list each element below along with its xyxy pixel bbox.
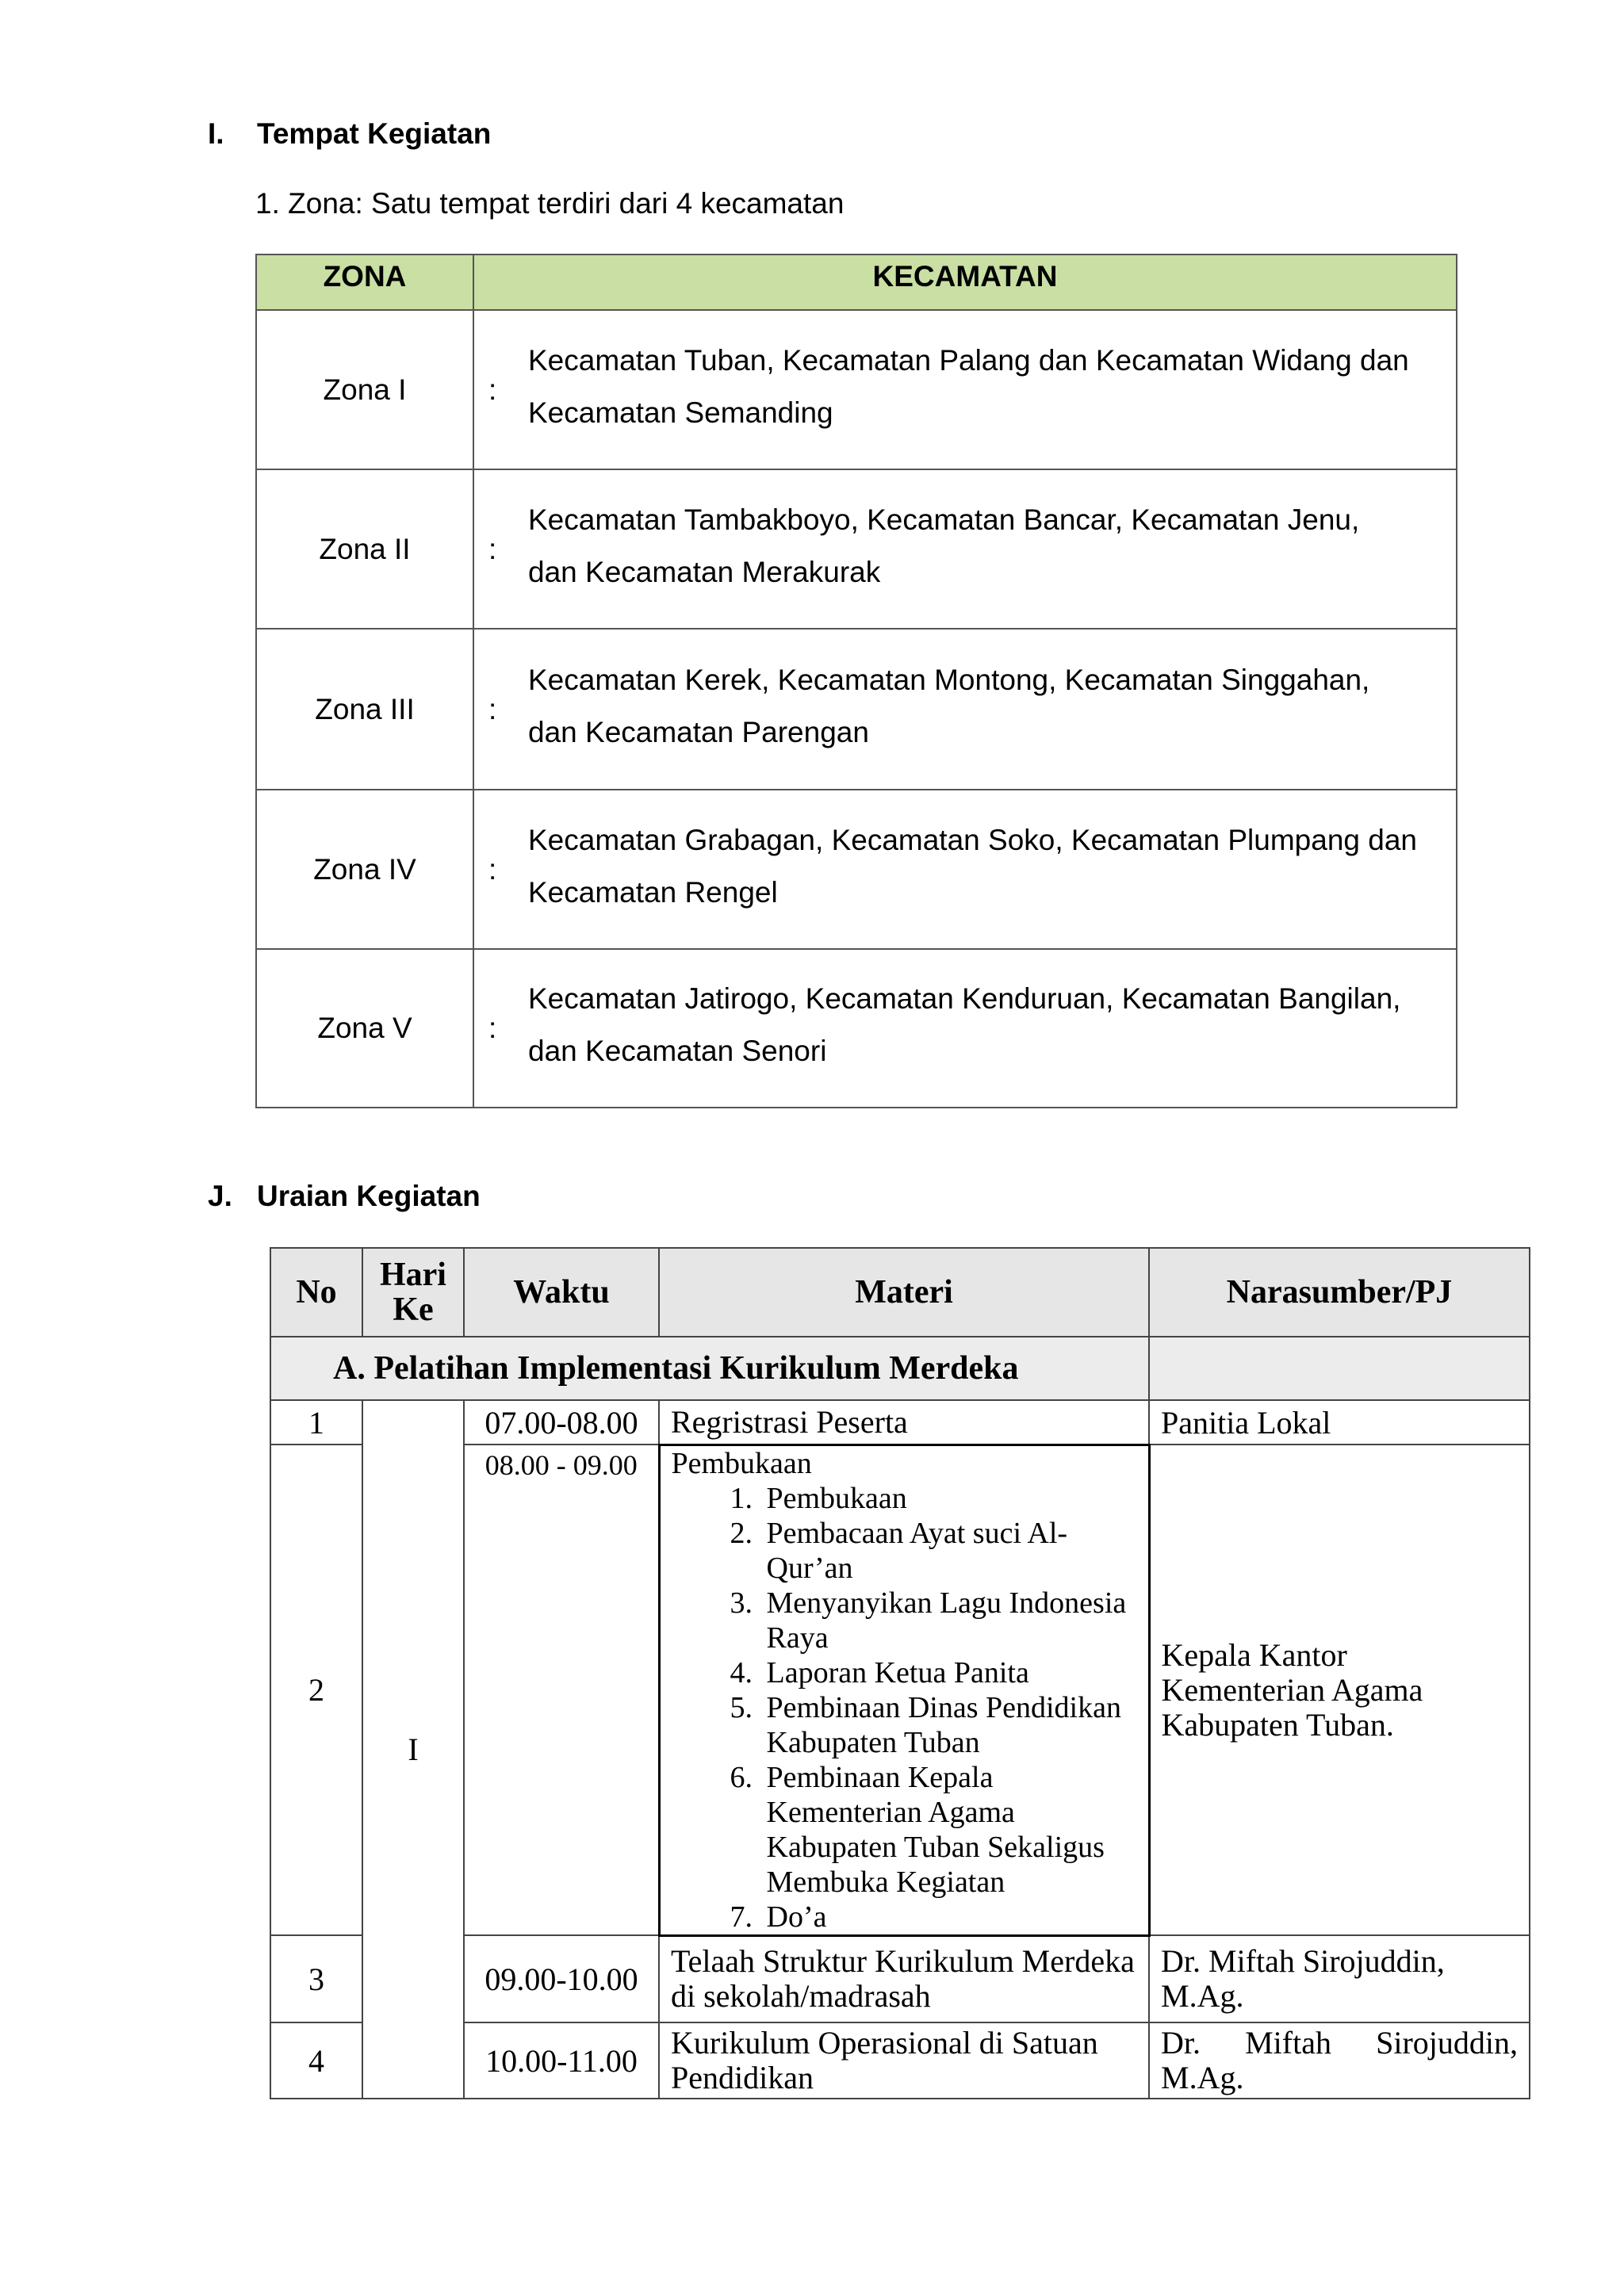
zona-intro: 1. Zona: Satu tempat terdiri dari 4 kecamatan bbox=[255, 187, 845, 220]
row-no: 3 bbox=[270, 1935, 362, 2022]
kecamatan-cell bbox=[473, 310, 1457, 469]
kecamatan-line: Kecamatan Kerek, Kecamatan Montong, Kecamatan Singgahan, bbox=[528, 663, 1370, 696]
no-header: No bbox=[270, 1248, 362, 1337]
colon: : bbox=[488, 373, 497, 406]
narasumber-header: Narasumber/PJ bbox=[1149, 1248, 1530, 1337]
zona-name: Zona III bbox=[256, 629, 473, 790]
hari-cell: I bbox=[362, 1400, 464, 2099]
kecamatan-cell bbox=[473, 469, 1457, 629]
section-j-heading bbox=[208, 1180, 481, 1213]
zona-name: Zona II bbox=[256, 469, 473, 629]
row-narasumber: Dr. Miftah Sirojuddin, M.Ag. bbox=[1149, 1935, 1530, 2022]
pembukaan-title: Pembukaan bbox=[671, 1446, 812, 1480]
row-waktu: 08.00 - 09.00 bbox=[464, 1445, 659, 1935]
zona-name: Zona V bbox=[256, 949, 473, 1108]
row-waktu: 09.00-10.00 bbox=[464, 1935, 659, 2022]
kecamatan-line: dan Kecamatan Senori bbox=[528, 1035, 827, 1067]
row-waktu: 07.00-08.00 bbox=[464, 1400, 659, 1445]
list-item: 3. Menyanyikan Lagu Indonesia Raya bbox=[760, 1586, 1137, 1655]
list-item: 5. Pembinaan Dinas Pendidikan Kabupaten Tuban bbox=[760, 1690, 1137, 1760]
kecamatan-line: Kecamatan Tuban, Kecamatan Palang dan Kecamatan Widang dan bbox=[528, 343, 1409, 377]
kecamatan-line: Kecamatan Jatirogo, Kecamatan Kenduruan, Kecamatan Bangilan, bbox=[528, 982, 1401, 1015]
schedule-row bbox=[270, 1400, 1530, 1445]
zona-header: ZONA bbox=[256, 254, 473, 310]
colon: : bbox=[488, 692, 497, 725]
zona-table bbox=[255, 254, 1457, 1108]
row-narasumber: Panitia Lokal bbox=[1149, 1400, 1530, 1445]
kecamatan-line: Kecamatan Semanding bbox=[528, 396, 833, 429]
waktu-header: Waktu bbox=[464, 1248, 659, 1337]
list-item: 1. Pembukaan bbox=[760, 1481, 1137, 1516]
list-item: 7. Do’a bbox=[760, 1900, 1137, 1934]
uraian-table bbox=[270, 1247, 1530, 2099]
zona-header-row bbox=[256, 254, 1457, 310]
section-i-heading bbox=[208, 117, 491, 151]
row-narasumber bbox=[1149, 2022, 1530, 2099]
list-item: 2. Pembacaan Ayat suci Al-Qur’an bbox=[760, 1516, 1137, 1586]
kecamatan-line: Kecamatan Grabagan, Kecamatan Soko, Kecamatan Plumpang dan bbox=[528, 823, 1417, 856]
kecamatan-cell bbox=[473, 629, 1457, 790]
narasumber-line: Dr. Miftah Sirojuddin, bbox=[1161, 2025, 1518, 2061]
materi-header: Materi bbox=[659, 1248, 1149, 1337]
section-a-label: A. Pelatihan Implementasi Kurikulum Merdeka bbox=[270, 1337, 1149, 1400]
colon: : bbox=[488, 532, 497, 565]
section-j-title: Uraian Kegiatan bbox=[257, 1180, 481, 1212]
zona-row bbox=[256, 790, 1457, 949]
row-materi: Telaah Struktur Kurikulum Merdeka di sekolah/madrasah bbox=[659, 1935, 1149, 2022]
colon: : bbox=[488, 852, 497, 886]
row-narasumber: Kepala Kantor Kementerian Agama Kabupaten Tuban. bbox=[1149, 1445, 1530, 1935]
row-materi: Kurikulum Operasional di Satuan Pendidikan bbox=[659, 2022, 1149, 2099]
kecamatan-header: KECAMATAN bbox=[473, 254, 1457, 310]
kecamatan-cell bbox=[473, 949, 1457, 1108]
kecamatan-line: Kecamatan Rengel bbox=[528, 875, 778, 909]
uraian-header-row bbox=[270, 1248, 1530, 1337]
section-a-empty bbox=[1149, 1337, 1530, 1400]
zona-row bbox=[256, 469, 1457, 629]
row-no: 2 bbox=[270, 1445, 362, 1935]
list-item: 6. Pembinaan Kepala Kementerian Agama Kabupaten Tuban Sekaligus Membuka Kegiatan bbox=[760, 1760, 1137, 1900]
narasumber-line: M.Ag. bbox=[1161, 2060, 1244, 2095]
hari-ke-header: Hari Ke bbox=[362, 1248, 464, 1337]
list-item: 4. Laporan Ketua Panita bbox=[760, 1655, 1137, 1690]
row-no: 4 bbox=[270, 2022, 362, 2099]
kecamatan-line: dan Kecamatan Parengan bbox=[528, 715, 869, 748]
row-no: 1 bbox=[270, 1400, 362, 1445]
section-i-number: I. bbox=[208, 117, 224, 150]
kecamatan-line: Kecamatan Tambakboyo, Kecamatan Bancar, Kecamatan Jenu, bbox=[528, 503, 1360, 536]
zona-row bbox=[256, 310, 1457, 469]
zona-name: Zona I bbox=[256, 310, 473, 469]
zona-row bbox=[256, 629, 1457, 790]
colon: : bbox=[488, 1012, 497, 1044]
section-i-title: Tempat Kegiatan bbox=[257, 117, 492, 150]
row-materi-pembukaan bbox=[659, 1445, 1149, 1935]
zona-name: Zona IV bbox=[256, 790, 473, 949]
zona-row bbox=[256, 949, 1457, 1108]
row-waktu: 10.00-11.00 bbox=[464, 2022, 659, 2099]
kecamatan-cell bbox=[473, 790, 1457, 949]
section-j-number: J. bbox=[208, 1180, 232, 1212]
section-a-row bbox=[270, 1337, 1530, 1400]
kecamatan-line: dan Kecamatan Merakurak bbox=[528, 555, 881, 588]
pembukaan-list bbox=[672, 1481, 1137, 1934]
row-materi: Regristrasi Peserta bbox=[659, 1400, 1149, 1445]
